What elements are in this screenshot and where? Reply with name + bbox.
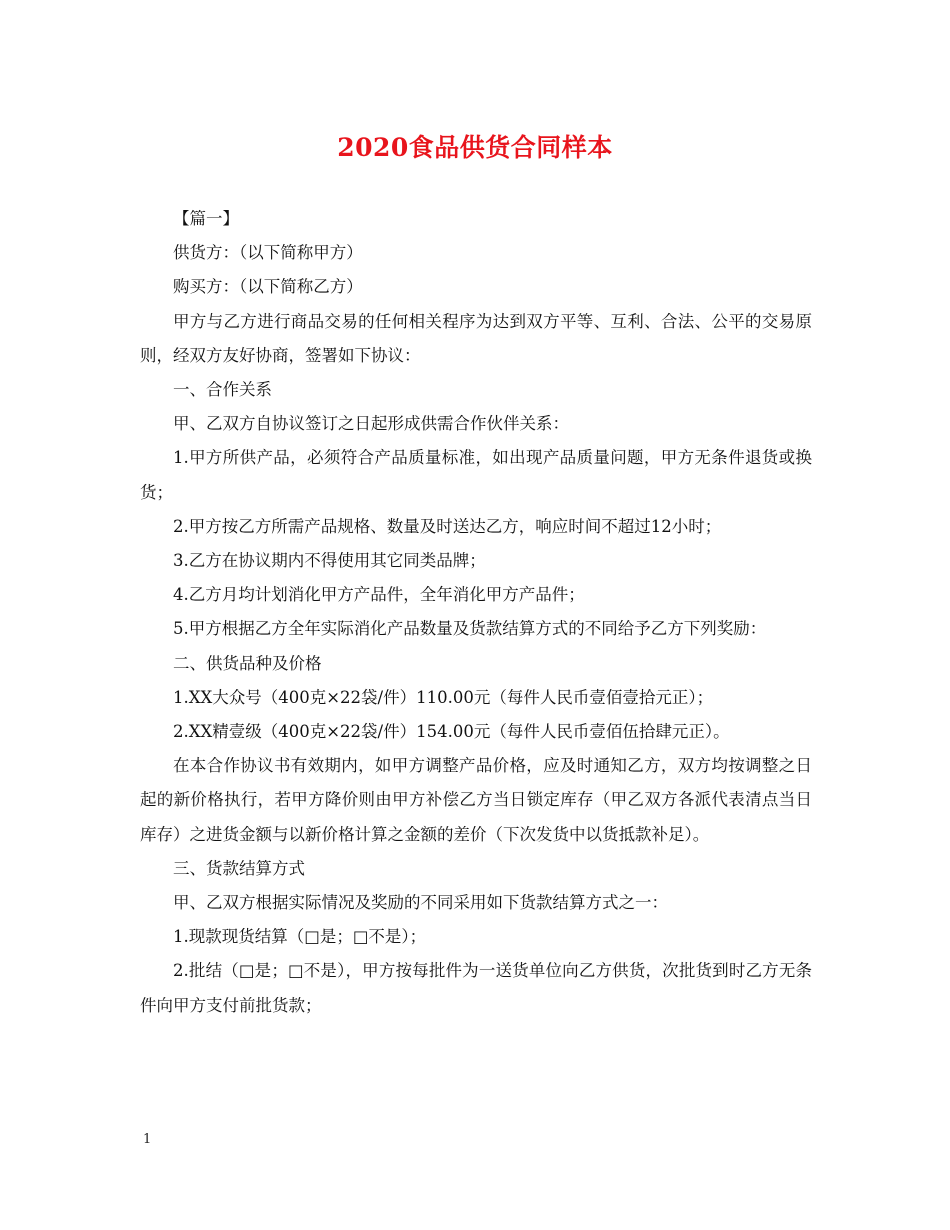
paragraph-supplier: 供货方：（以下简称甲方） — [173, 243, 363, 263]
heading-products-prices: 二、供货品种及价格 — [173, 653, 322, 673]
clause-1-1: 1.甲方所供产品，必须符合产品质量标准，如出现产品质量问题，甲方无条件退货或换货； — [140, 448, 812, 502]
paragraph-payment-intro: 甲、乙双方根据实际情况及奖励的不同采用如下货款结算方式之一： — [173, 893, 668, 913]
clause-3-1: 1.现款现货结算（□是；□不是）； — [173, 927, 427, 947]
heading-payment-settlement: 三、货款结算方式 — [173, 858, 305, 878]
heading-cooperation: 一、合作关系 — [173, 380, 272, 400]
clause-1-4: 4.乙方月均计划消化甲方产品件，全年消化甲方产品件； — [173, 585, 585, 605]
paragraph-preamble: 甲方与乙方进行商品交易的任何相关程序为达到双方平等、互利、合法、公平的交易原则，经双方友好协商，签署如下协议： — [140, 311, 812, 365]
clause-1-3: 3.乙方在协议期内不得使用其它同类品牌； — [173, 551, 486, 571]
clause-1-5: 5.甲方根据乙方全年实际消化产品数量及货款结算方式的不同给予乙方下列奖励： — [173, 619, 767, 639]
clause-1-2: 2.甲方按乙方所需产品规格、数量及时送达乙方，响应时间不超过12小时； — [173, 516, 722, 536]
document-body — [140, 202, 812, 1023]
paragraph-buyer: 购买方：（以下简称乙方） — [173, 277, 363, 297]
document-title: 2020食品供货合同样本 — [337, 133, 613, 162]
clause-3-2: 2.批结（□是；□不是），甲方按每批件为一送货单位向乙方供货，次批货到时乙方无条件向甲方支付前批货款； — [140, 961, 812, 1015]
paragraph-cooperation-intro: 甲、乙双方自协议签订之日起形成供需合作伙伴关系： — [173, 414, 569, 434]
clause-2-1: 1.XX大众号（400克×22袋/件）110.00元（每件人民币壹佰壹拾元正）； — [173, 687, 714, 707]
clause-2-2: 2.XX精壹级（400克×22袋/件）154.00元（每件人民币壹佰伍拾肆元正）。 — [173, 722, 730, 742]
paragraph-price-adjustment: 在本合作协议书有效期内，如甲方调整产品价格，应及时通知乙方，双方均按调整之日起的新价格执行，若甲方降价则由甲方补偿乙方当日锁定库存（甲乙双方各派代表清点当日库存）之进货金额与以新价格计算之金额的差价（下次发货中以货抵款补足）。 — [140, 756, 812, 844]
paragraph-section-label: 【篇一】 — [173, 209, 239, 228]
page-number: 1 — [143, 1132, 152, 1147]
